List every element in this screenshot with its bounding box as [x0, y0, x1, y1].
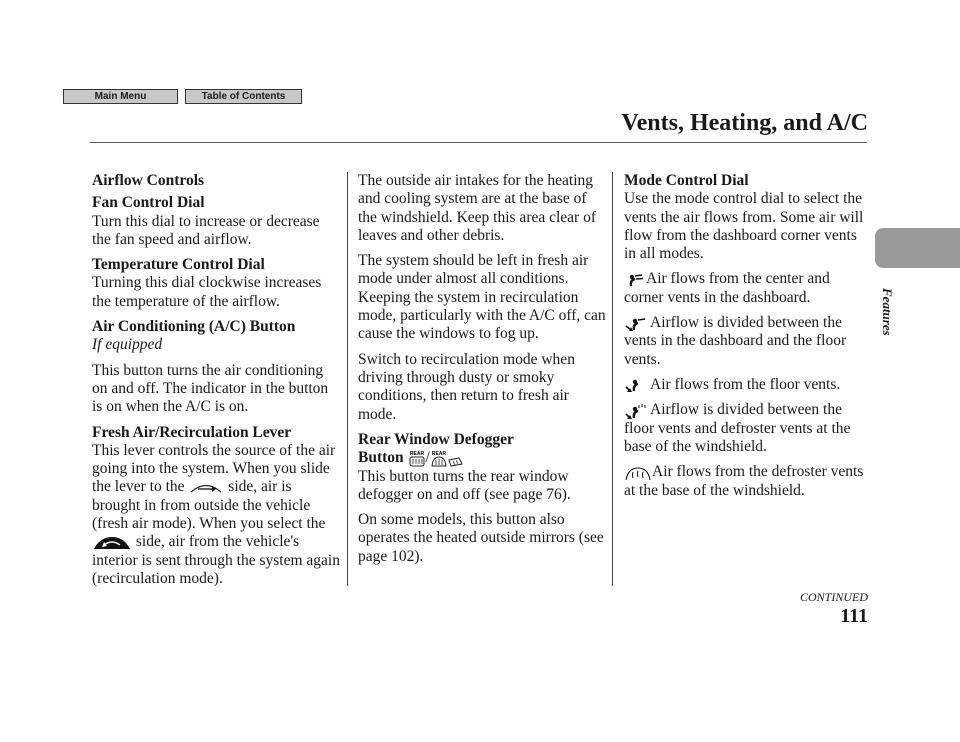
section-tab — [875, 228, 960, 268]
mode-3 — [624, 376, 872, 394]
temp-section — [92, 256, 342, 311]
defrost-icon — [624, 465, 652, 481]
side-section-label — [880, 288, 900, 368]
mode-2 — [624, 314, 872, 369]
rear-defogger-mirror-icon — [430, 450, 464, 468]
table-of-contents-button[interactable]: Table of Contents — [185, 89, 302, 104]
side-section-text: Features — [880, 288, 895, 336]
ac-text: This button turns the air conditioning on and off. The indicator in the button is on when the A/C is on. — [92, 361, 329, 416]
fresh-air-section — [92, 424, 342, 589]
floor-defrost-icon — [624, 402, 650, 420]
mode-heading: Mode Control Dial — [624, 172, 749, 189]
fresh-text-2: side, air is brought in from outside the vehicle (fresh air mode). When you select the — [92, 478, 326, 533]
page-title: Vents, Heating, and A/C — [621, 110, 868, 136]
temp-heading: Temperature Control Dial — [92, 256, 265, 274]
fresh-text-3: side, air from the vehicle's interior is sent through the system again (recirculation mode). — [92, 533, 340, 587]
continued-label: CONTINUED — [799, 590, 868, 604]
column-divider-1 — [347, 172, 348, 586]
mirror-text: On some models, this button also operates the heated outside mirrors (see page 102). — [358, 511, 604, 565]
main-menu-button[interactable]: Main Menu — [63, 89, 178, 104]
rear-defogger-icon — [408, 450, 426, 468]
page-number: 111 — [840, 605, 868, 627]
mode-5 — [624, 463, 872, 500]
defogger-heading-button: Button — [358, 449, 404, 467]
mode-2-text: Airflow is divided between the vents in the dashboard and the floor vents. — [624, 314, 847, 368]
defogger-heading-line2 — [358, 449, 608, 467]
column-divider-2 — [612, 172, 613, 586]
icon-slash: / — [425, 449, 430, 467]
fresh-mode-paragraph: The system should be left in fresh air mode under almost all conditions. Keeping the system in recirculation mode, particularly with the A/C off, can cause the windows to fog up. — [358, 252, 606, 343]
ac-note: If equipped — [92, 336, 163, 354]
mode-4 — [624, 401, 872, 456]
rear-label-2: REAR — [431, 450, 446, 457]
floor-vents-icon — [624, 377, 650, 393]
fresh-air-icon — [188, 481, 224, 495]
defogger-heading: Rear Window Defogger — [358, 430, 514, 448]
section-title: Airflow Controls — [92, 172, 205, 189]
mode-intro: Use the mode control dial to select the vents the air flows from. Some air will flow from the dashboard corner vents in all modes. — [624, 190, 864, 263]
intake-paragraph: The outside air intakes for the heating and cooling system are at the base of the windshield. Keep this area clear of leaves and other debris. — [358, 172, 597, 244]
header-divider — [90, 142, 867, 143]
defogger-text: This button turns the rear window defogger on and off (see page 76). — [358, 467, 571, 503]
mode-3-text: Air flows from the floor vents. — [650, 375, 841, 393]
bi-level-icon — [624, 316, 650, 332]
recirc-paragraph: Switch to recirculation mode when driving through dusty or smoky conditions, then return to fresh air mode. — [358, 350, 575, 423]
mode-4-text: Airflow is divided between the floor vents and defroster vents at the base of the windshield. — [624, 401, 851, 455]
fresh-text-1: This lever controls the source of the air going into the system. When you slide the lever to the — [92, 441, 336, 496]
column-airflow-controls — [92, 172, 342, 595]
ac-section — [92, 318, 342, 416]
fresh-text — [92, 442, 342, 588]
fan-section — [92, 194, 342, 249]
fan-text: Turn this dial to increase or decrease the fan speed and airflow. — [92, 212, 320, 248]
rear-label-1: REAR — [409, 450, 424, 457]
fresh-heading: Fresh Air/Recirculation Lever — [92, 423, 292, 441]
recirculation-icon — [92, 535, 132, 551]
mode-5-text: Air flows from the defroster vents at the base of the windshield. — [624, 463, 864, 499]
mode-1-text: Air flows from the center and corner vents in the dashboard. — [624, 270, 830, 306]
fan-heading: Fan Control Dial — [92, 194, 205, 212]
column-mode-control — [624, 172, 872, 507]
mode-1 — [624, 270, 872, 307]
temp-text: Turning this dial clockwise increases the temperature of the airflow. — [92, 274, 322, 310]
ac-heading: Air Conditioning (A/C) Button — [92, 318, 296, 336]
column-air-intake — [358, 172, 608, 573]
dashboard-vents-icon — [624, 272, 646, 288]
